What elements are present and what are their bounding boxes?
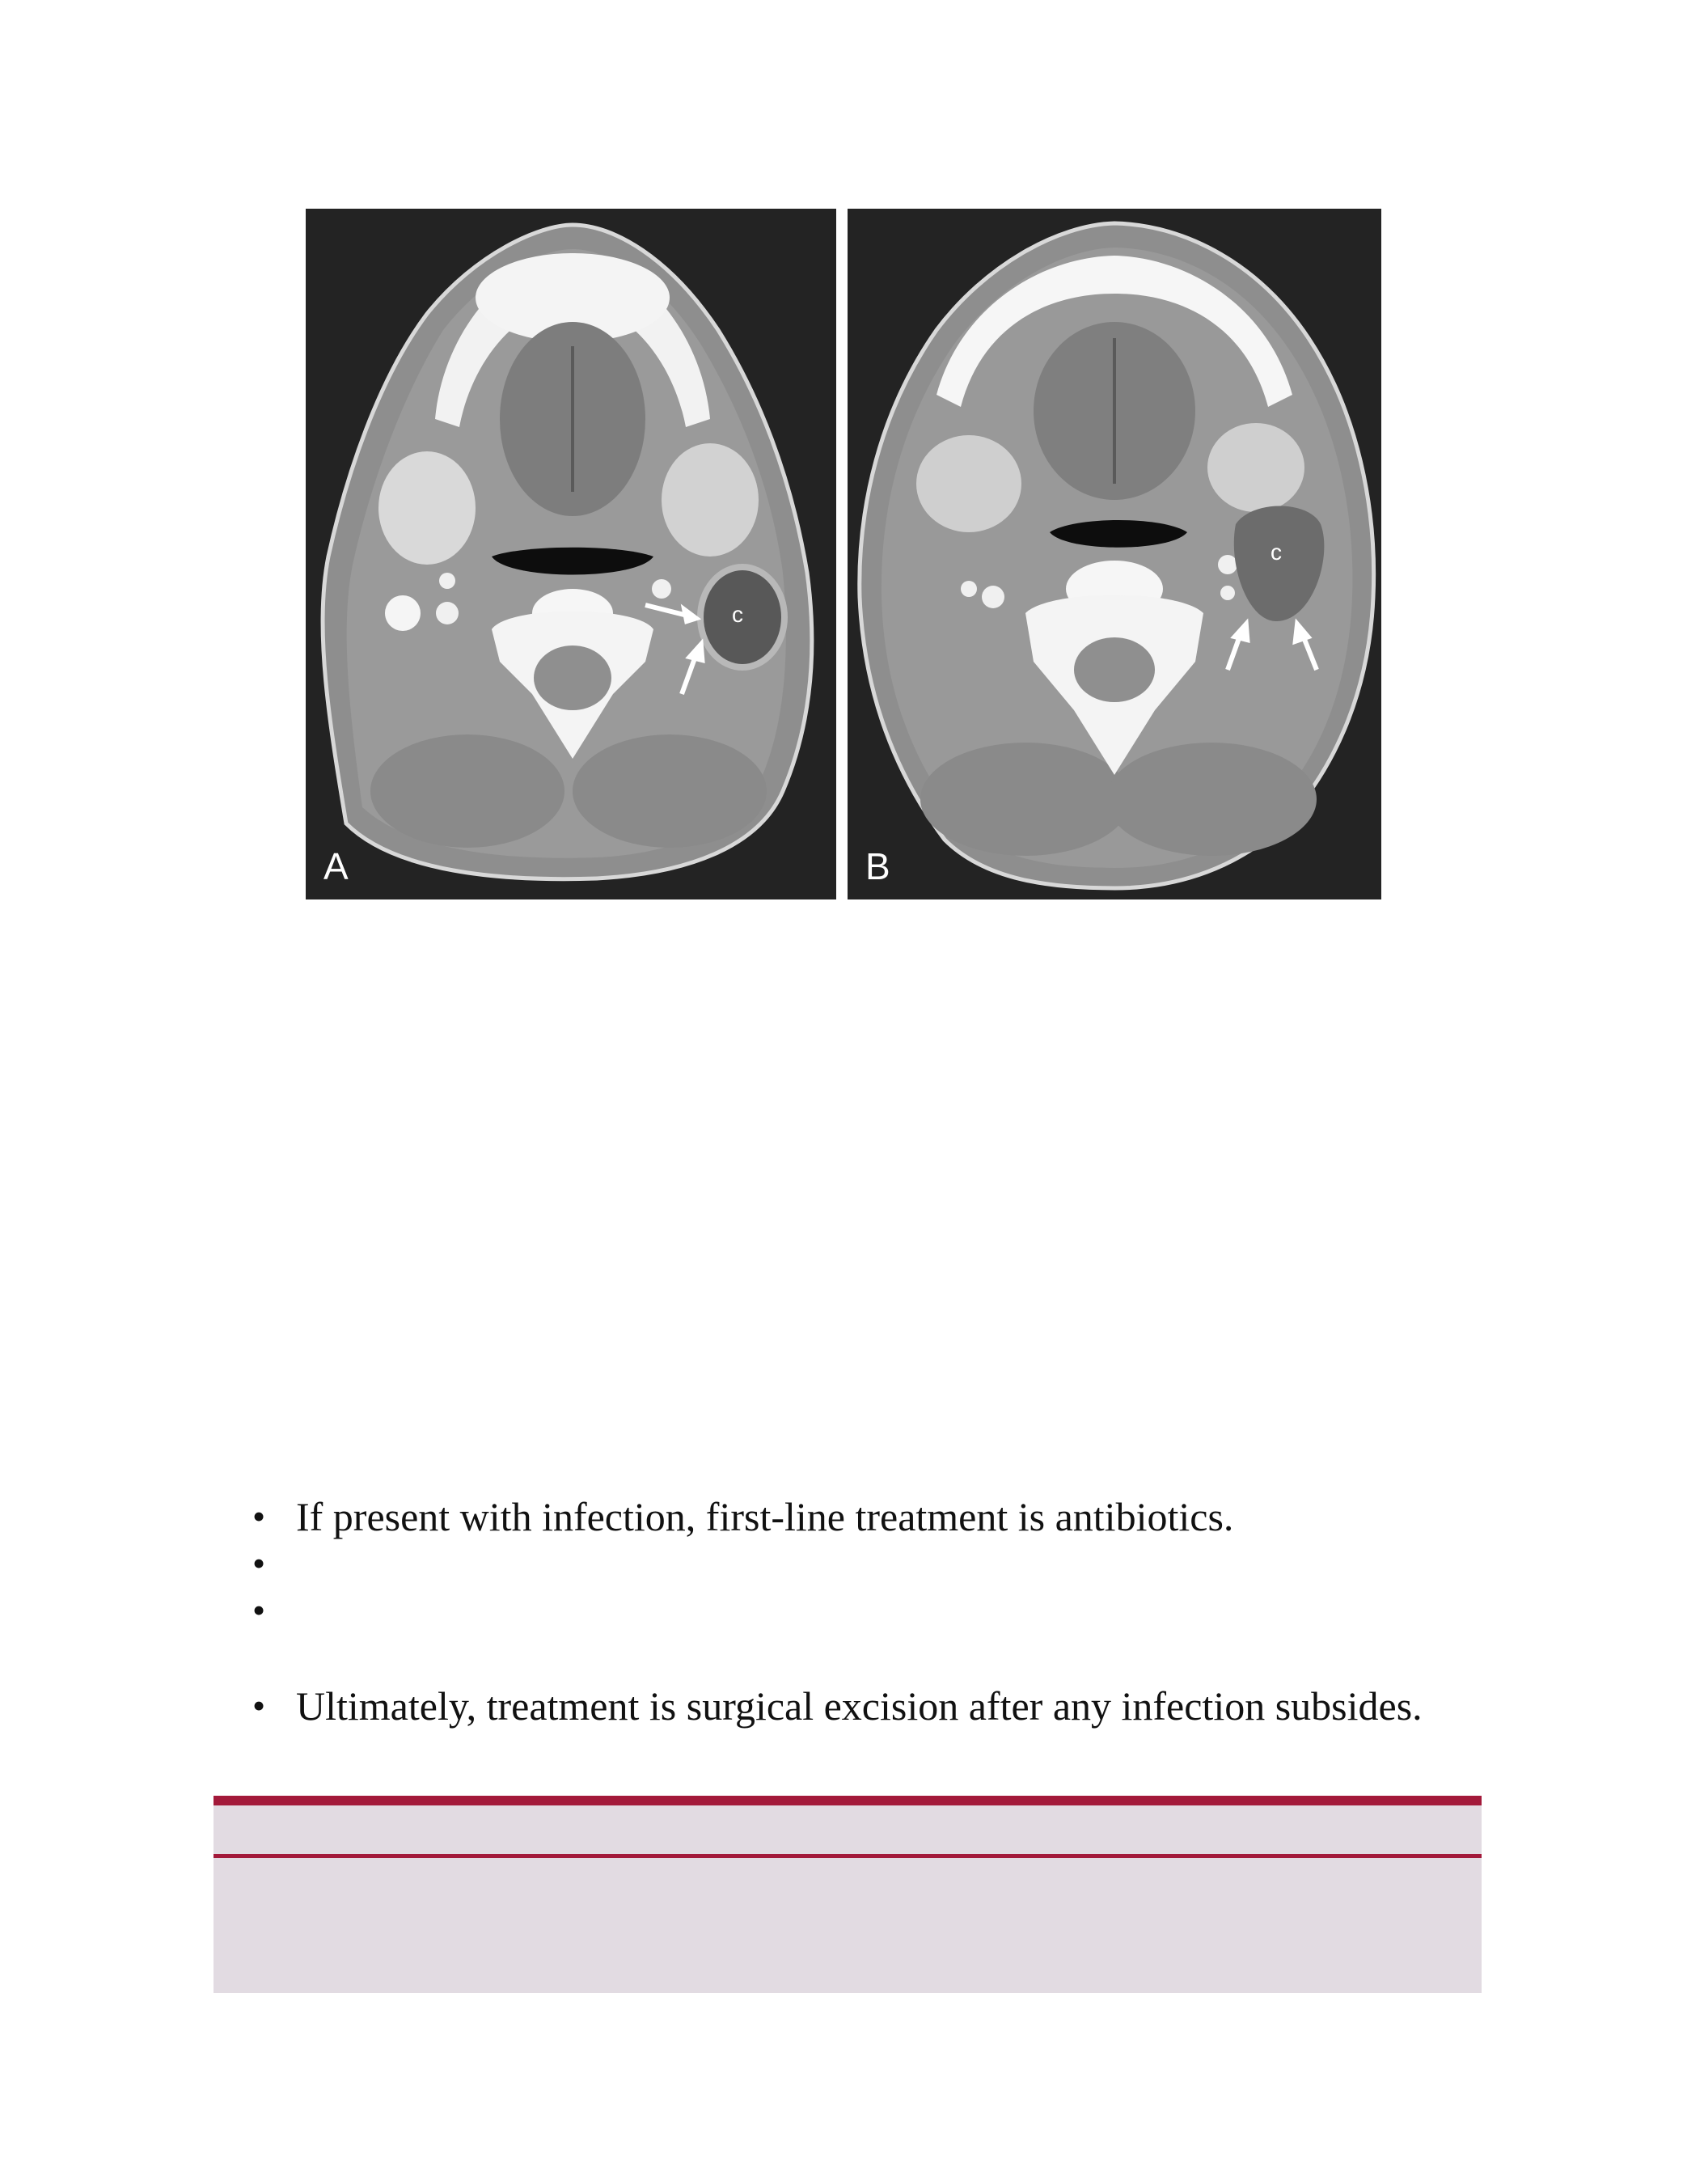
panel-letter-b: B (865, 845, 890, 887)
ct-scan-image-b (848, 209, 1381, 899)
ct-scan-image-a (306, 209, 836, 899)
bullet-item: • Ultimately, treatment is surgical excision after any infection subsides. (251, 1682, 1464, 1729)
ct-scan-panel-a (306, 209, 836, 899)
cyst-label-a: c (732, 602, 743, 627)
box-top-rule (214, 1796, 1482, 1805)
highlight-box (214, 1796, 1482, 1993)
bullet-item (251, 1540, 1464, 1587)
treatment-bullet-list (251, 1493, 1464, 1729)
bullet-item (251, 1587, 1464, 1634)
ct-scan-panel-b (848, 209, 1381, 899)
bullet-item: • If present with infection, first-line treatment is antibiotics. (251, 1493, 1464, 1540)
panel-letter-a: A (323, 845, 349, 887)
box-header-rule (214, 1854, 1482, 1858)
cyst-label-b: c (1271, 540, 1282, 565)
ct-figure (306, 209, 1381, 899)
